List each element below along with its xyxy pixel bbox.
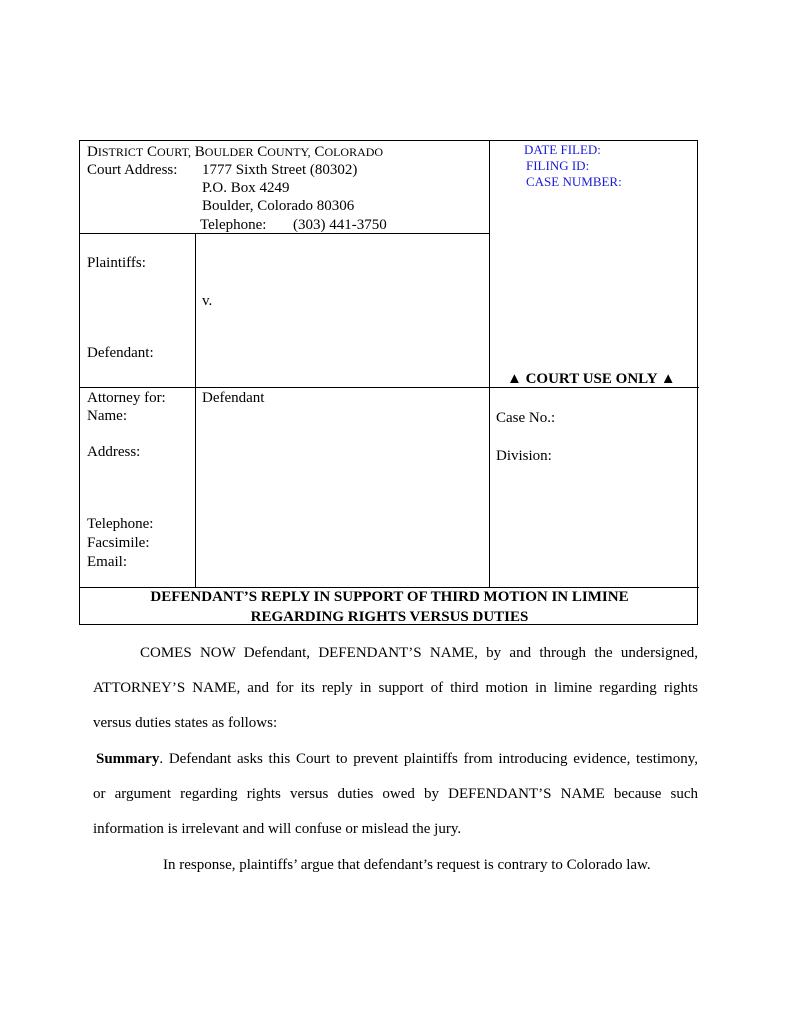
date-filed-field: DATE FILED: [524,142,601,157]
attorney-address-label: Address: [87,444,141,460]
summary-paragraph-line-3: information is irrelevant and will confuse or mislead the jury. [93,821,462,837]
document-title-line-2: REGARDING RIGHTS VERSUS DUTIES [250,609,529,625]
summary-heading: Summary [96,751,160,767]
attorney-name-label: Name: [87,408,127,424]
summary-line-1-text: . Defendant asks this Court to prevent plaintiffs from introducing evidence, testimony, [159,751,698,767]
summary-paragraph-line-1 [96,751,698,768]
filing-id-field: FILING ID: [526,158,590,173]
division-label: Division: [496,448,552,464]
case-no-label: Case No.: [496,410,556,426]
horizontal-divider-parties [80,233,490,234]
court-name: DISTRICT COURT, BOULDER COUNTY, COLORADO [87,144,384,160]
court-telephone-label: Telephone: [200,217,267,233]
vertical-divider-left [195,233,196,587]
response-paragraph-line-1: In response, plaintiffs’ argue that defendant’s request is contrary to Colorado law. [163,857,651,873]
versus-label: v. [202,293,213,309]
court-address-line-2: P.O. Box 4249 [202,180,290,196]
intro-paragraph-line-2: ATTORNEY’S NAME, and for its reply in support of third motion in limine regarding rights [93,680,698,696]
attorney-for-label: Attorney for: [87,390,166,406]
court-address-line-1: 1777 Sixth Street (80302) [202,162,358,178]
intro-paragraph-line-3: versus duties states as follows: [93,715,278,731]
attorney-email-label: Email: [87,554,127,570]
vertical-divider-right [489,141,490,587]
court-address-label: Court Address: [87,162,178,178]
intro-paragraph-line-1: COMES NOW Defendant, DEFENDANT’S NAME, by and through the undersigned, [140,645,698,661]
defendant-label: Defendant: [87,345,154,361]
attorney-for-value: Defendant [202,390,265,406]
document-title-line-1: DEFENDANT’S REPLY IN SUPPORT OF THIRD MOTION IN LIMINE [150,589,629,605]
attorney-telephone-label: Telephone: [87,516,154,532]
attorney-facsimile-label: Facsimile: [87,535,150,551]
plaintiffs-label: Plaintiffs: [87,255,146,271]
court-telephone-value: (303) 441-3750 [293,217,387,233]
summary-paragraph-line-2: or argument regarding rights versus duties owed by DEFENDANT’S NAME because such [93,786,698,802]
case-number-field: CASE NUMBER: [526,174,622,189]
case-caption-table [79,140,698,625]
court-use-only-label: ▲ COURT USE ONLY ▲ [507,371,676,387]
court-address-line-3: Boulder, Colorado 80306 [202,198,355,214]
